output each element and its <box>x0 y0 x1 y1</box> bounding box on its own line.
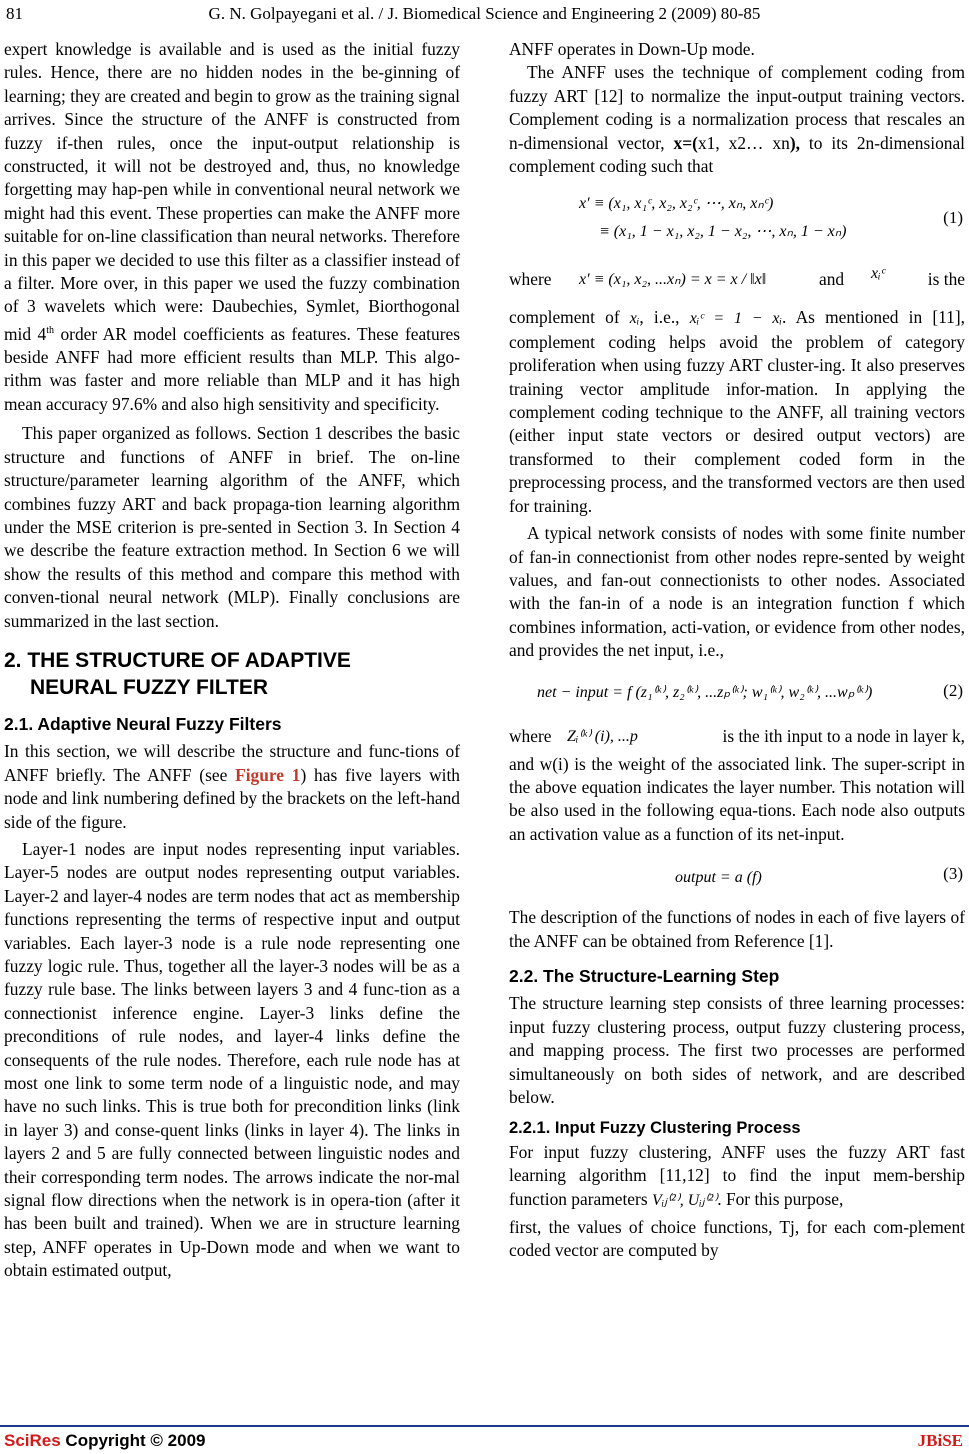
page-footer <box>0 1425 969 1451</box>
equation-3: output = a (f) (3) <box>675 864 963 887</box>
paragraph-complement-of: complement of xᵢ, i.e., xᵢᶜ = 1 − xᵢ. As mentioned in [11], complement coding helps avoid the problem of category proliferation when using fuzzy ART cluster-ing. It also preserves training vector amplitude infor-mation. In applying the complement coding technique to the ANFF, all training vectors (either input state vectors or desired output vectors) are transformed to their complement coded form in the preprocessing process, and the transformed vectors are then used for training. <box>509 307 966 516</box>
where-line-2: where Zᵢ⁽ᵏ⁾ (i), ...p is the ith input to a node in layer k, <box>509 725 965 746</box>
paragraph-complement-coding: The ANFF uses the technique of complement coding from fuzzy ART [12] to normalize the input-output training vectors. Complement coding is a normalization process that rescales an n-dimensional vector, x=(x1, x2… xn), to its 2n-dimensional complement coding such that <box>509 62 966 177</box>
paragraph-network-nodes: A typical network consists of nodes with some finite number of fan-in connectionist from other nodes repre-sented by weight values, and fan-out connectionists to other nodes. Associated with the fan-in of a node is an integration function f which combines information, acti-vation, or evidence from other nodes, and provides the net input, i.e., <box>509 523 965 661</box>
paragraph-weights: and w(i) is the weight of the associated link. The super-script in the above equation indicates the layer number. This notation will be also used in the following equa-tions. Each node also outputs an activation value as a function of its net-input. <box>509 753 965 844</box>
journal-abbreviation: JBiSE <box>917 1431 963 1450</box>
subsubsection-heading-2-2-1: 2.2.1. Input Fuzzy Clustering Process <box>509 1119 801 1138</box>
where-line-1: where x′ ≡ (x₁, x₂, ...xₙ) = x = x / ‖x‖ and xᵢᶜ is the <box>509 265 965 290</box>
subsection-heading-2-1: 2.1. Adaptive Neural Fuzzy Filters <box>4 713 282 734</box>
paragraph-anff-intro: In this section, we will describe the structure and func-tions of ANFF briefly. The ANFF (see Figure 1) has five layers with node and link numbering defined by the brackets on the left-hand side of the figure. <box>4 741 460 832</box>
page-number: 81 <box>6 4 23 23</box>
paragraph-input-clustering: For input fuzzy clustering, ANFF uses the fuzzy ART fast learning algorithm [11,12] to find the input mem-bership function parameters Vᵢⱼ⁽²⁾, Uᵢⱼ⁽²⁾. For this purpose, <box>509 1141 965 1209</box>
left-column <box>4 38 460 1283</box>
paragraph-structure-learning: The structure learning step consists of three learning processes: input fuzzy clustering process, output fuzzy clustering process, and mapping process. The first two processes are performed simultaneously on both sides of network, and are described below. <box>509 993 965 1107</box>
paragraph-choice-functions: first, the values of choice functions, Tj, for each com-plement coded vector are computed by <box>509 1217 965 1261</box>
subsection-heading-2-2: 2.2. The Structure-Learning Step <box>509 965 780 986</box>
paragraph-intro-continued: expert knowledge is available and is used as the initial fuzzy rules. Hence, there are no hidden nodes in the be-ginning of learning; they are created and begin to grow as the training signal arrives. Since the structure of the ANFF is constructed from fuzzy if-then rules, once the input-output relationship is constructed, it will not be destroyed and, thus, no knowledge forgetting may hap-pen while in conventional neural network we might had this event. These properties can make the ANFF more suitable for on-line classification than neural networks. Therefore in this paper we decided to use this filter as a classifier instead of a filter. More over, in this paper we used the fuzzy combination of 3 wavelets which were: Daubechies, Symlet, Biorthogonal mid 4th order AR model coefficients as features. These features beside ANFF had more efficient results than MLP. This algo-rithm was faster and more reliable than MLP and it has high mean accuracy 97.6% and also high sensitivity and specificity. <box>4 39 460 414</box>
copyright-notice: SciRes Copyright © 2009 <box>4 1431 206 1450</box>
section-heading-2: 2. THE STRUCTURE OF ADAPTIVE NEURAL FUZZY FILTER <box>4 648 351 699</box>
right-column <box>509 38 965 1263</box>
paragraph-organization: This paper organized as follows. Section 1 describes the basic structure and functions of ANFF in brief. The on-line structure/parameter learning algorithm of the ANFF, which combines fuzzy ART and back propaga-tion learning algorithm under the MSE criterion is pre-sented in Section 3. In Section 4 we describe the feature extraction method. In Section 6 we will show the results of this method and compare this method with conven-tional neural network (MLP). Finally conclusions are summarized in the last section. <box>4 423 460 631</box>
running-header <box>0 4 969 28</box>
paragraph-down-up: ANFF operates in Down-Up mode. <box>509 39 755 59</box>
running-title: G. N. Golpayegani et al. / J. Biomedical Science and Engineering 2 (2009) 80-85 <box>208 4 761 23</box>
figure-1-link[interactable]: Figure 1 <box>235 764 301 785</box>
paragraph-layers: Layer-1 nodes are input nodes representing input variables. Layer-5 nodes are output nodes representing output variables. Layer-2 and layer-4 nodes are term nodes that act as membership functions representing the terms of respective input and output variables. Each layer-3 node is a rule node representing one fuzzy logic rule. Thus, together all the layer-3 nodes will be as a fuzzy rule base. The links between layers 3 and 4 func-tion as a connectionist inference engine. Layer-3 links define the preconditions of rule nodes, and layer-4 links define the consequents of the rule nodes. Therefore, each rule node has at most one link to some term node of a linguistic node, and may have no such links. This is true both for precondition links (link in layer 3) and conse-quent links (links in layer 4). The links in layers 2 and 5 are fully connected between linguistic nodes and their corresponding term nodes. The arrows indicate the nor-mal signal flow directions when the network is in opera-tion (after it has been built and trained). When we are in structure learning step, ANFF operates in Up-Down mode and when we want to obtain estimated output, <box>4 838 460 1281</box>
equation-2: net − input = f (z₁⁽ᵏ⁾, z₂⁽ᵏ⁾, ...zₚ⁽ᵏ⁾; w₁⁽ᵏ⁾, w₂⁽ᵏ⁾, ...wₚ⁽ᵏ⁾) (2) <box>537 680 963 701</box>
equation-1: x′ ≡ (x₁, x₁ᶜ, x₂, x₂ᶜ, ⋯, xₙ, xₙᶜ) ≡ (x₁, 1 − x₁, x₂, 1 − x₂, ⋯, xₙ, 1 − xₙ) (1) <box>579 195 963 241</box>
paragraph-node-functions: The description of the functions of nodes in each of five layers of the ANFF can be obtained from Reference [1]. <box>509 907 965 951</box>
